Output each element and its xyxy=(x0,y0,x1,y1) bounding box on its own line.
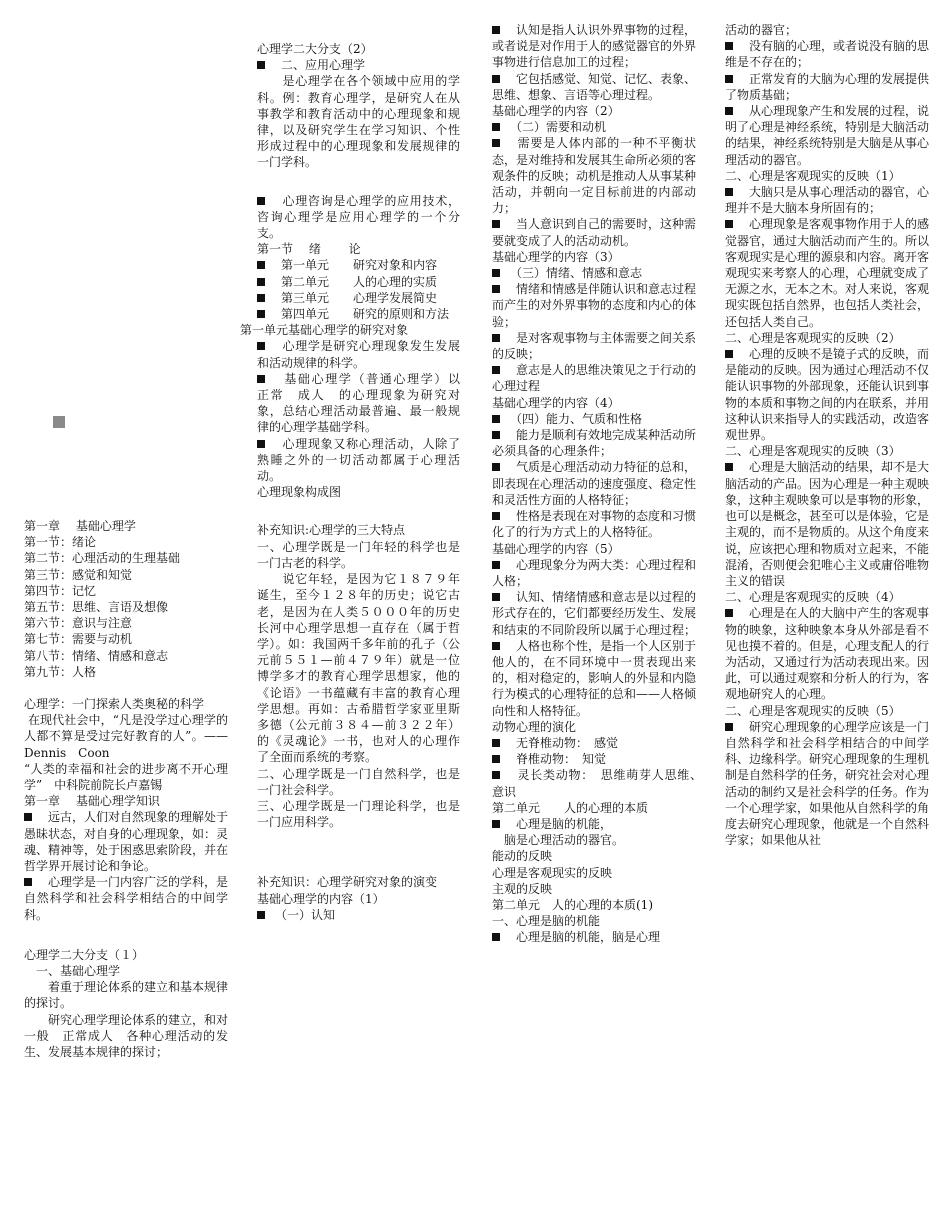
chapter-item: 第二节：心理活动的生理基础 xyxy=(24,551,181,566)
subheading: （四）能力、气质和性格 xyxy=(492,411,696,427)
section-title: 心理学二大分支（１） xyxy=(24,947,145,962)
section-title: 基础心理学的内容（5） xyxy=(492,541,620,556)
quote: 在现代社会中，“凡是没学过心理学的人都不算是受过完好教育的人”。——Dennis Coon xyxy=(24,713,228,760)
bullet-square-icon xyxy=(257,197,265,205)
bullet-paragraph: 心理咨询是心理学的应用技术，咨询心理学是应用心理学的一个分支。 xyxy=(257,193,460,241)
unit-item: 第四单元 研究的原则和方法 xyxy=(257,306,460,322)
bullet-square-icon xyxy=(257,278,265,286)
bullet-square-icon xyxy=(725,75,733,83)
paragraph: 心理是客观现实的反映 xyxy=(492,865,613,880)
bullet-square-icon xyxy=(492,415,500,423)
bullet-paragraph: 人格也称个性，是指一个人区别于他人的，在不同环境中一贯表现出来的，相对稳定的，影响人的外显和内隐行为模式的心理特征的总和——人格倾向性和人格特征。 xyxy=(492,638,697,718)
section-title: 基础心理学的内容（1） xyxy=(257,891,385,906)
bullet-paragraph: 需要是人体内部的一种不平衡状态，是对维持和发展其生命所必须的客观条件的反映；动机是推动人从事某种活动，并朝向一定目标前进的内部动力； xyxy=(492,136,697,216)
bullet-paragraph: 灵长类动物： 思维萌芽人思维、 意识 xyxy=(492,768,709,799)
chapter-list xyxy=(24,518,228,680)
section-title: 第一节 绪 论 xyxy=(257,242,361,257)
bullet-square-icon xyxy=(492,771,500,779)
bullet-paragraph: 心理现象又称心理活动，人除了熟睡之外的一切活动都属于心理活动。 xyxy=(257,436,460,484)
subheading: （一）认知 xyxy=(257,907,460,923)
section-title: 补充知识:心理学的三大特点 xyxy=(257,523,406,538)
section-title: 二、心理是客观现实的反映（1） xyxy=(725,168,901,183)
feature-item: 一、心理学既是一门年轻的科学也是一门古老的科学。 xyxy=(257,539,460,570)
bullet-paragraph: 研究心理现象的心理学应该是一门自然科学和社会科学相结合的中间学科、边缘科学。研究心理现象的生理机制是自然科学的任务，研究社会对心理活动的制约又是社会科学的任务。作为一个心理学家，如果他从自然科学的角度去研究心理现象，他就是一个自然科学家；如果他从社 xyxy=(725,719,930,848)
feature-item: 二、心理学既是一门自然科学，也是一门社会科学。 xyxy=(257,766,460,797)
chapter-item: 第七节：需要与动机 xyxy=(24,632,133,647)
bullet-square-icon xyxy=(725,220,733,228)
bullet-paragraph: 它包括感觉、知觉、记忆、表象、思维、想象、言语等心理过程。 xyxy=(492,71,697,102)
paragraph: 活动的器官； xyxy=(725,23,798,37)
section-title: 第一章 基础心理学知识 xyxy=(24,794,160,809)
bullet-square-icon xyxy=(257,911,265,919)
bullet-paragraph: 脊椎动物： 知觉 xyxy=(492,751,696,767)
paragraph: 是心理学在各个领域中应用的学科。例：教育心理学，是研究人在从事教学和教育活动中的心理现象和规律，以及研究学生在学习知识、个性形成过程中的心理现象和发展规律的一门学科。 xyxy=(257,74,460,170)
bullet-paragraph: 心理学是研究心理现象发生发展和活动规律的科学。 xyxy=(257,339,460,370)
bullet-square-icon xyxy=(492,431,500,439)
bullet-square-icon xyxy=(725,609,733,617)
bullet-square-icon xyxy=(492,755,500,763)
bullet-paragraph: 基础心理学（普通心理学）以 正常 成人 的心理现象为研究对象，总结心理活动最普遍、最一般规律的心理学基础学科。 xyxy=(257,371,473,435)
bullet-paragraph: 从心理现象产生和发展的过程，说明了心理是神经系统，特别是大脑活动的结果，神经系统特别是大脑是从事心理活动的器官。 xyxy=(725,104,930,167)
unit-item: 第三单元 心理学发展简史 xyxy=(257,290,460,306)
unit-heading: 第一单元基础心理学的研究对象 xyxy=(240,323,409,338)
bullet-square-icon xyxy=(492,512,500,520)
paragraph: 能动的反映 xyxy=(492,849,553,864)
paragraph: 脑是心理活动的器官。 xyxy=(492,833,625,848)
bullet-square-icon xyxy=(257,261,265,269)
column-3 xyxy=(492,22,709,946)
bullet-square-icon xyxy=(492,139,500,147)
chapter-item: 第六节：意识与注意 xyxy=(24,616,133,631)
bullet-paragraph: 认知是指人认识外界事物的过程，或者说是对作用于人的感觉器官的外界事物进行信息加工的过程； xyxy=(492,23,697,70)
bullet-paragraph: 能力是顺利有效地完成某种活动所必须具备的心理条件； xyxy=(492,428,697,459)
bullet-paragraph: 性格是表现在对事物的态度和习惯化了的行为方式上的人格特征。 xyxy=(492,509,697,540)
unit-item: 第二单元 人的心理的实质 xyxy=(257,274,460,290)
paragraph: 主观的反映 xyxy=(492,881,553,896)
bullet-square-icon xyxy=(725,107,733,115)
chapter-item: 第一节：绪论 xyxy=(24,535,97,550)
paragraph: 研究心理学理论体系的建立，和对一般 正常成人 各种心理活动的发生、发展基本规律的探讨； xyxy=(24,1012,229,1060)
bullet-paragraph: 心理的反映不是镜子式的反映，而是能动的反映。因为通过心理活动不仅能认识事物的外部现象，还能认识到事物的本质和事物之间的内在联系，并用这种认识来指导人的实践活动，改造客观世界。 xyxy=(725,347,930,443)
column-1 xyxy=(24,518,228,1060)
column-4 xyxy=(725,22,929,848)
bullet-square-icon xyxy=(492,366,500,374)
section-title: 二、心理是客观现实的反映（3） xyxy=(725,444,901,459)
bullet-paragraph: 是对客观事物与主体需要之间关系的反映； xyxy=(492,330,697,362)
subheading: 一、基础心理学 xyxy=(24,964,121,979)
bullet-paragraph: 没有脑的心理，或者说没有脑的思维是不存在的； xyxy=(725,39,930,70)
feature-item: 三、心理学既是一门理论科学，也是一门应用科学。 xyxy=(257,798,460,830)
paragraph: 一、心理是脑的机能 xyxy=(492,914,601,929)
paragraph: 着重于理论体系的建立和基本规律的探讨。 xyxy=(24,980,229,1011)
bullet-square-icon xyxy=(492,220,500,228)
subheading: 二、应用心理学 xyxy=(257,57,460,73)
bullet-square-icon xyxy=(492,642,500,650)
bullet-square-icon xyxy=(725,188,733,196)
bullet-paragraph: 情绪和情感是伴随认识和意志过程而产生的对外界事物的态度和内心的体验； xyxy=(492,282,697,329)
bullet-square-icon xyxy=(257,310,265,318)
bullet-paragraph: 心理学是一门内容广泛的学科，是自然科学和社会科学相结合的中间学科。 xyxy=(24,875,229,922)
bullet-square-icon xyxy=(725,723,733,731)
chapter-item: 第一章 基础心理学 xyxy=(24,519,136,533)
bullet-square-icon xyxy=(492,75,500,83)
bullet-square-icon xyxy=(492,463,500,471)
section-title: 基础心理学的内容（3） xyxy=(492,249,620,264)
placeholder-square xyxy=(53,416,65,428)
bullet-paragraph: 气质是心理活动动力特征的总和，即表现在心理活动的速度强度、稳定性和灵活性方面的人格特征； xyxy=(492,460,697,507)
bullet-paragraph: 心理是脑的机能，脑是心理 xyxy=(492,929,696,945)
intro-title: 心理学：一门探索人类奥秘的科学 xyxy=(24,697,205,712)
bullet-paragraph: 心理现象分为两大类：心理过程和人格； xyxy=(492,557,697,588)
bullet-square-icon xyxy=(725,463,733,471)
bullet-square-icon xyxy=(492,739,500,747)
bullet-square-icon xyxy=(492,593,500,601)
bullet-paragraph: 大脑只是从事心理活动的器官，心理并不是大脑本身所固有的； xyxy=(725,185,930,216)
bullet-paragraph: 无脊椎动物： 感觉 xyxy=(492,735,696,751)
bullet-paragraph: 心理现象是客观事物作用于人的感觉器官，通过大脑活动而产生的。所以客观现实是心理的源泉和内容。离开客观现实来考察人的心理，心理就变成了无源之水，无本之木。对人来说，客观现实既包括自然界，也包括人类社会，还包括人类自己。 xyxy=(725,217,930,329)
chapter-item: 第三节：感觉和知觉 xyxy=(24,567,133,582)
bullet-square-icon xyxy=(257,61,265,69)
bullet-paragraph: 心理是脑的机能， xyxy=(492,816,696,832)
section-title: 基础心理学的内容（2） xyxy=(492,104,620,119)
bullet-square-icon xyxy=(492,933,500,941)
bullet-square-icon xyxy=(257,294,265,302)
chapter-item: 第五节：思维、言语及想像 xyxy=(24,600,169,615)
column-2 xyxy=(240,41,473,923)
section-title: 二、心理是客观现实的反映（4） xyxy=(725,590,901,605)
bullet-square-icon xyxy=(492,561,500,569)
bullet-square-icon xyxy=(257,342,265,350)
section-title: 基础心理学的内容（4） xyxy=(492,395,620,410)
section-title: 第二单元 人的心理的本质(1) xyxy=(492,897,653,912)
section-title: 心理学二大分支（2） xyxy=(257,42,373,56)
subheading: （三）情绪、情感和意志 xyxy=(492,265,696,281)
section-title: 动物心理的演化 xyxy=(492,719,577,734)
diagram-caption: 心理现象构成图 xyxy=(257,485,342,500)
subheading: （二）需要和动机 xyxy=(492,119,696,135)
bullet-paragraph: 意志是人的思维决策见之于行动的心理过程 xyxy=(492,363,697,394)
bullet-square-icon xyxy=(492,334,500,342)
bullet-paragraph: 心理是大脑活动的结果，却不是大脑活动的产品。因为心理是一种主观映象，这种主观映象可以是事物的形象，也可以是概念，甚至可以是体验，它是主观的，而不是物质的。从这个角度来说，应该把心理和物质对立起来，不能混淆，否则便会犯唯心主义或庸俗唯物主义的错误 xyxy=(725,460,930,588)
bullet-paragraph: 当人意识到自己的需要时，这种需要就变成了人的活动动机。 xyxy=(492,217,697,248)
bullet-paragraph: 远古，人们对自然现象的理解处于愚昧状态，对自身的心理现象，如：灵魂、精神等，处于困惑思索阶段，并在哲学界开展讨论和争论。 xyxy=(24,810,229,874)
section-title: 第二单元 人的心理的本质 xyxy=(492,800,649,815)
bullet-square-icon xyxy=(492,285,500,293)
bullet-paragraph: 心理是在人的大脑中产生的客观事物的映象，这种映象本身从外部是看不见也摸不着的。但是，心理支配人的行为活动，又通过行为活动表现出来。因此，可以通过观察和分析人的行为，客观地研究人的心理。 xyxy=(725,606,930,702)
bullet-square-icon xyxy=(24,878,32,886)
bullet-square-icon xyxy=(257,375,265,383)
unit-item: 第一单元 研究对象和内容 xyxy=(257,257,460,273)
bullet-paragraph: 正常发育的大脑为心理的发展提供了物质基础； xyxy=(725,71,930,102)
chapter-item: 第九节：人格 xyxy=(24,664,97,679)
chapter-item: 第八节：情绪、情感和意志 xyxy=(24,648,169,663)
quote: “人类的幸福和社会的进步离不开心理学” 中科院前院长卢嘉锡 xyxy=(24,761,228,793)
bullet-paragraph: 认知、情绪情感和意志是以过程的形式存在的，它们都要经历发生、发展和结束的不同阶段所以属于心理过程； xyxy=(492,590,697,637)
section-title: 二、心理是客观现实的反映（2） xyxy=(725,330,901,345)
bullet-square-icon xyxy=(492,123,500,131)
bullet-square-icon xyxy=(492,26,500,34)
bullet-square-icon xyxy=(725,42,733,50)
paragraph: 说它年轻，是因为它１８７９年诞生，至今１２８年的历史；说它古老，是因为在人类５０００年的历史长河中心理学思想一直存在（属于哲学）。如：我国两千多年前的孔子（公元前５５１—前４７９年）就是一位博学多才的教育心理学思想家，他的《论语》一书蕴藏有丰富的教育心理学思想。再如：古希腊哲学家亚里斯多德（公元前３８４—前３２２年）的《灵魂论》一书，也对人的心理作了全面而系统的考察。 xyxy=(257,572,460,765)
bullet-square-icon xyxy=(24,813,32,821)
chapter-item: 第四节：记忆 xyxy=(24,583,97,598)
bullet-square-icon xyxy=(492,269,500,277)
section-title: 补充知识：心理学研究对象的演变 xyxy=(257,875,438,890)
bullet-square-icon xyxy=(257,440,265,448)
section-title: 二、心理是客观现实的反映（5） xyxy=(725,703,901,718)
bullet-square-icon xyxy=(725,350,733,358)
bullet-square-icon xyxy=(492,820,500,828)
